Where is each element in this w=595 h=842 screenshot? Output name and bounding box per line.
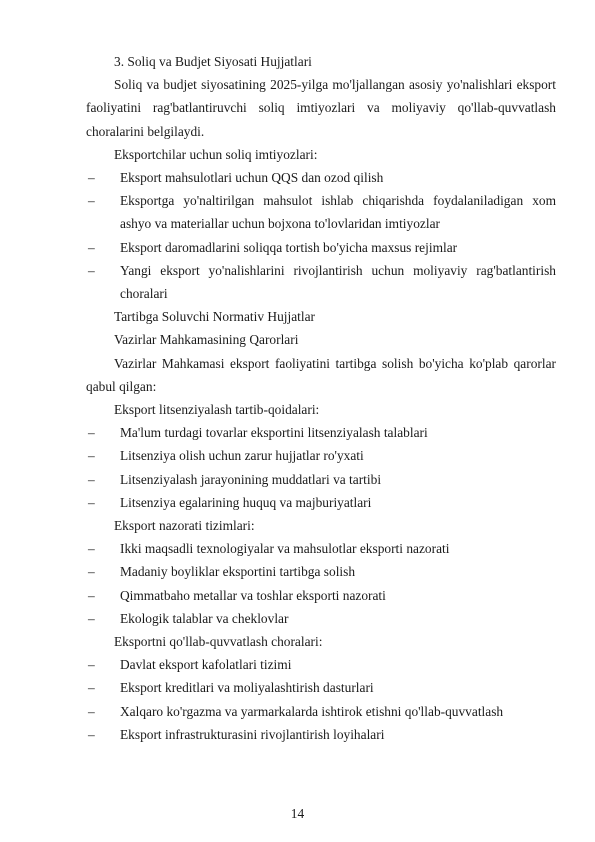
page-content: [86, 50, 556, 746]
list-item-text: Yangi eksport yo'nalishlarini rivojlantirish uchun moliyaviy rag'batlantirish choralari: [120, 262, 556, 302]
list-item: [86, 676, 556, 699]
cabinet-paragraph: Vazirlar Mahkamasi eksport faoliyatini tartibga solish bo'yicha ko'plab qarorlar qabul qilgan:: [86, 355, 556, 394]
list-item-text: Eksport mahsulotlari uchun QQS dan ozod qilish: [120, 170, 384, 186]
list-item: [86, 584, 556, 607]
intro-paragraph: Soliq va budjet siyosatining 2025-yilga mo'ljallangan asosiy yo'nalishlari eksport faoliyatini rag'batlantiruvchi soliq imtiyozlari va moliyaviy qo'llab-quvvatlash choralarini belgilaydi.: [86, 77, 556, 139]
regulatory-heading: Tartibga Soluvchi Normativ Hujjatlar: [114, 309, 315, 325]
list-item: [86, 537, 556, 560]
bullet-dash: –: [88, 193, 95, 209]
list-item-text: Madaniy boyliklar eksportini tartibga solish: [120, 564, 356, 580]
bullet-dash: –: [88, 610, 95, 626]
list-item-text: Xalqaro ko'rgazma va yarmarkalarda ishtirok etishni qo'llab-quvvatlash: [120, 703, 504, 719]
support-heading: Eksportni qo'llab-quvvatlash choralari:: [114, 634, 323, 650]
list-item: [86, 723, 556, 746]
bullet-dash: –: [88, 564, 95, 580]
list-item: [86, 468, 556, 491]
bullet-dash: –: [88, 541, 95, 557]
list-item: [86, 166, 556, 189]
licensing-heading: Eksport litsenziyalash tartib-qoidalari:: [114, 402, 320, 418]
list-item: [86, 700, 556, 723]
list-item-text: Litsenziya egalarining huquq va majburiyatlari: [120, 494, 372, 510]
tax-benefits-list: [86, 166, 556, 305]
list-item: [86, 560, 556, 583]
list-item-text: Ma'lum turdagi tovarlar eksportini litsenziyalash talablari: [120, 425, 428, 441]
list-item: [86, 653, 556, 676]
list-item: [86, 491, 556, 514]
bullet-dash: –: [88, 726, 95, 742]
bullet-dash: –: [88, 262, 95, 278]
list-item: [86, 421, 556, 444]
bullet-dash: –: [88, 494, 95, 510]
bullet-dash: –: [88, 587, 95, 603]
list-item-text: Eksport kreditlari va moliyalashtirish dasturlari: [120, 680, 374, 696]
support-list: [86, 653, 556, 746]
bullet-dash: –: [88, 471, 95, 487]
bullet-dash: –: [88, 680, 95, 696]
control-heading: Eksport nazorati tizimlari:: [114, 518, 255, 534]
list-item: [86, 444, 556, 467]
list-item: [86, 236, 556, 259]
list-item-text: Ikki maqsadli texnologiyalar va mahsulotlar eksporti nazorati: [120, 541, 450, 557]
list-item: [86, 259, 556, 305]
list-item-text: Eksport infrastrukturasini rivojlantirish loyihalari: [120, 726, 385, 742]
bullet-dash: –: [88, 448, 95, 464]
list-item-text: Litsenziyalash jarayonining muddatlari va tartibi: [120, 471, 382, 487]
bullet-dash: –: [88, 703, 95, 719]
page-number: 14: [290, 806, 305, 821]
licensing-list: [86, 421, 556, 514]
list-item-text: Ekologik talablar va cheklovlar: [120, 610, 289, 626]
bullet-dash: –: [88, 239, 95, 255]
list-item-text: Davlat eksport kafolatlari tizimi: [120, 657, 292, 673]
section-title: 3. Soliq va Budjet Siyosati Hujjatlari: [114, 54, 312, 69]
list-item-text: Litsenziya olish uchun zarur hujjatlar ro'yxati: [120, 448, 364, 464]
control-list: [86, 537, 556, 630]
bullet-dash: –: [88, 170, 95, 186]
cabinet-heading: Vazirlar Mahkamasining Qarorlari: [114, 332, 299, 348]
list-item: [86, 607, 556, 630]
list-item-text: Qimmatbaho metallar va toshlar eksporti nazorati: [120, 587, 386, 603]
bullet-dash: –: [88, 657, 95, 673]
tax-benefits-heading: Eksportchilar uchun soliq imtiyozlari:: [114, 146, 318, 162]
list-item-text: Eksportga yo'naltirilgan mahsulot ishlab chiqarishda foydalaniladigan xom ashyo va materiallar uchun bojxona to'lovlaridan imtiyozlar: [120, 193, 556, 232]
bullet-dash: –: [88, 425, 95, 441]
list-item-text: Eksport daromadlarini soliqqa tortish bo'yicha maxsus rejimlar: [120, 239, 458, 255]
list-item: [86, 189, 556, 235]
